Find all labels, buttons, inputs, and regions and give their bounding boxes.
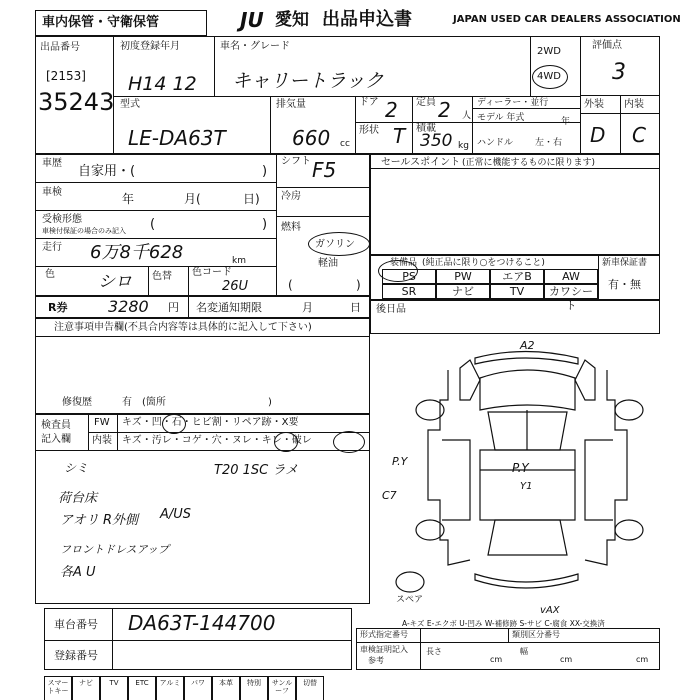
mileage-value: 6万8千628 xyxy=(90,242,184,263)
bottom-option-cell: サンルーフ xyxy=(268,676,296,700)
diagram-top-mark: A2 xyxy=(520,339,535,352)
equipment-item: SR xyxy=(382,284,436,299)
model-name-value: キャリートラック xyxy=(232,70,384,92)
color-change-label: 色替 xyxy=(152,271,172,282)
aircon-label: 冷房 xyxy=(281,191,301,202)
mileage-label: 走行 xyxy=(42,242,62,253)
recycle-unit: 円 xyxy=(168,301,179,314)
score-ext-label: 外装 xyxy=(584,99,604,110)
bottom-option-cell: パワ xyxy=(184,676,212,700)
doors-value: 2 xyxy=(385,98,398,122)
caution-repair-place: (箇所 xyxy=(142,397,166,408)
diagram-mark-py-left: P.Y xyxy=(392,455,408,468)
model-name-label: 車名・グレード xyxy=(220,41,290,52)
sales-point-label: セールスポイント xyxy=(381,157,461,168)
diagram-mark-y1: Y1 xyxy=(520,481,533,492)
receive-close: ) xyxy=(262,217,268,232)
history-label: 車歴 xyxy=(42,158,62,169)
fuel-diesel: 軽油 xyxy=(318,258,338,269)
chassis-label: 車台番号 xyxy=(54,618,98,631)
capacity-label: 定員 xyxy=(416,97,436,108)
score-int-label: 内装 xyxy=(624,99,644,110)
color-label: 色 xyxy=(45,269,55,280)
reg-no-label: 登録番号 xyxy=(54,649,98,662)
lot-label: 出品番号 xyxy=(40,42,80,53)
storage-badge: 車内保管・守衛保管 xyxy=(42,15,160,30)
equipment-item: エアB xyxy=(490,269,544,284)
sales-point-note: (正常に機能するものに限ります) xyxy=(462,158,596,168)
score-int-value: C xyxy=(632,123,646,147)
shift-label: シフト xyxy=(281,156,311,167)
shape-value: T xyxy=(393,124,406,148)
history-close: ) xyxy=(262,164,268,179)
diagram-mark-py-center: P.Y xyxy=(512,461,529,475)
dealer-model-year: モデル 年式 xyxy=(477,113,525,123)
load-unit: kg xyxy=(458,141,469,151)
registration-value: H14 12 xyxy=(128,73,197,95)
drive-2wd: 2WD xyxy=(537,46,561,57)
ju-logo: JU xyxy=(240,8,264,32)
type-value: LE-DA63T xyxy=(128,126,226,150)
recycle-value: 3280 xyxy=(108,297,149,316)
fuel-open: ( xyxy=(288,278,293,292)
lot-sub: [2153] xyxy=(46,69,86,83)
note-stain: シミ xyxy=(64,461,89,475)
designation-cm-3: cm xyxy=(636,655,649,664)
designation-ref: 参考 xyxy=(368,656,384,665)
designation-cert-label: 車検証明記入 xyxy=(360,645,408,654)
dealer-parallel: ディーラー・並行 xyxy=(477,98,549,108)
bottom-option-row xyxy=(44,676,344,700)
new-car-label: 新車保証書 xyxy=(602,258,648,268)
diagram-spare: スペア xyxy=(396,595,424,605)
recycle-month: 月 xyxy=(302,301,313,314)
org-name-en: JAPAN USED CAR DEALERS ASSOCIATION xyxy=(453,14,681,25)
shaken-month: 月( xyxy=(184,192,201,206)
lot-number: 35243 xyxy=(38,88,115,116)
equipment-item: TV xyxy=(490,284,544,299)
displacement-unit: cc xyxy=(340,139,350,149)
load-value: 350 xyxy=(420,131,453,151)
new-car-value: 有・無 xyxy=(608,278,641,291)
inspector-label-2: 記入欄 xyxy=(41,434,71,445)
score-label: 評価点 xyxy=(592,40,622,51)
bottom-option-cell: TV xyxy=(100,676,128,700)
equipment-item: カワシート xyxy=(544,284,598,299)
bottom-option-cell: 切替 xyxy=(296,676,324,700)
note-bed-floor: 荷台床 xyxy=(58,491,98,506)
displacement-value: 660 xyxy=(292,126,331,150)
note-gate: アオリ R外側 xyxy=(60,513,139,528)
registration-label: 初度登録年月 xyxy=(120,41,180,52)
designation-cm-2: cm xyxy=(560,655,573,664)
capacity-value: 2 xyxy=(438,98,451,122)
shaken-year: 年 xyxy=(122,192,135,206)
inspector-label-1: 検査員 xyxy=(41,420,71,431)
dealer-handle: ハンドル xyxy=(477,138,514,148)
bottom-option-cell: ETC xyxy=(128,676,156,700)
caution-repair: 修復歴 xyxy=(62,397,92,408)
caution-label: 注意事項申告欄(不具合内容等は具体的に記入して下さい) xyxy=(54,322,312,333)
type-label: 型式 xyxy=(120,99,140,110)
displacement-label: 排気量 xyxy=(276,99,306,110)
color-code-value: 26U xyxy=(222,279,249,294)
load-label: 積載 xyxy=(416,123,436,134)
receive-open: ( xyxy=(150,217,156,232)
fuel-gasoline: ガソリン xyxy=(315,239,355,250)
equipment-note: (純正品に限り○をつけること) xyxy=(422,258,545,268)
capacity-unit: 人 xyxy=(462,111,472,121)
shift-value: F5 xyxy=(312,158,337,182)
history-value: 自家用・( xyxy=(78,164,136,179)
equipment-item: PS xyxy=(382,269,436,284)
receive-label: 受検形態 xyxy=(42,214,82,225)
designation-width: 幅 xyxy=(520,647,528,656)
bottom-option-cell: アルミ xyxy=(156,676,184,700)
bottom-option-cell: スマートキー xyxy=(44,676,72,700)
fuel-label: 燃料 xyxy=(281,222,301,233)
bottom-option-cell: 本革 xyxy=(212,676,240,700)
score-ext-value: D xyxy=(590,123,606,147)
equipment-item: PW xyxy=(436,269,490,284)
designation-cm-1: cm xyxy=(490,655,503,664)
back-seat-label: 後日品 xyxy=(376,304,406,315)
form-title: 出品申込書 xyxy=(322,9,412,30)
inspector-fw-items: キズ・凹・石・ヒビ割・リペア跡・X要 xyxy=(122,417,299,428)
damage-legend: A-キズ E-エクボ U-凹み W-補修跡 S-サビ C-腐食 XX-交換済 xyxy=(402,619,605,628)
note-tire: T20 1SC ラメ xyxy=(214,463,298,478)
recycle-day: 日 xyxy=(350,301,361,314)
inspector-int-items: キズ・汚レ・コゲ・穴・ヌレ・キレ・破レ xyxy=(122,435,312,446)
fuel-close: ) xyxy=(356,278,361,292)
note-each-au: 各A U xyxy=(60,565,96,580)
mileage-unit: km xyxy=(232,256,246,266)
note-front-dressup: フロントドレスアップ xyxy=(60,543,169,556)
inspector-fw-label: FW xyxy=(94,417,110,428)
color-code-label: 色コード xyxy=(192,267,232,278)
inspector-int-label: 内装 xyxy=(92,435,112,446)
note-aus: A/US xyxy=(160,507,192,522)
dealer-year-unit: 年 xyxy=(561,117,571,127)
bottom-option-cell: 特別 xyxy=(240,676,268,700)
caution-repair-value: 有 xyxy=(122,397,132,408)
designation-class-label: 類別区分番号 xyxy=(512,630,560,639)
org-name: 愛知 xyxy=(275,10,309,30)
score-value: 3 xyxy=(612,60,626,85)
dealer-lr: 左・右 xyxy=(535,138,563,148)
recycle-notice-label: 名変通知期限 xyxy=(196,301,262,314)
diagram-mark-c7: C7 xyxy=(382,489,397,502)
designation-label: 形式指定番号 xyxy=(360,630,408,639)
doors-label: ドア xyxy=(359,97,379,108)
recycle-label: R券 xyxy=(48,301,68,314)
chassis-value: DA63T-144700 xyxy=(128,611,276,635)
shaken-label: 車検 xyxy=(42,187,62,198)
diagram-vmark: vAX xyxy=(540,605,560,616)
receive-note: 車検付保証の場合のみ記入 xyxy=(42,227,126,235)
drive-4wd: 4WD xyxy=(537,71,561,82)
shaken-day: 日) xyxy=(243,192,260,206)
color-value: シロ xyxy=(98,272,132,292)
bottom-option-cell: ナビ xyxy=(72,676,100,700)
equipment-label: 装備品 xyxy=(390,258,418,268)
shape-label: 形状 xyxy=(359,125,379,136)
designation-length: 長さ xyxy=(426,647,442,656)
equipment-item: AW xyxy=(544,269,598,284)
equipment-item: ナビ xyxy=(436,284,490,299)
caution-repair-close: ) xyxy=(268,397,272,408)
